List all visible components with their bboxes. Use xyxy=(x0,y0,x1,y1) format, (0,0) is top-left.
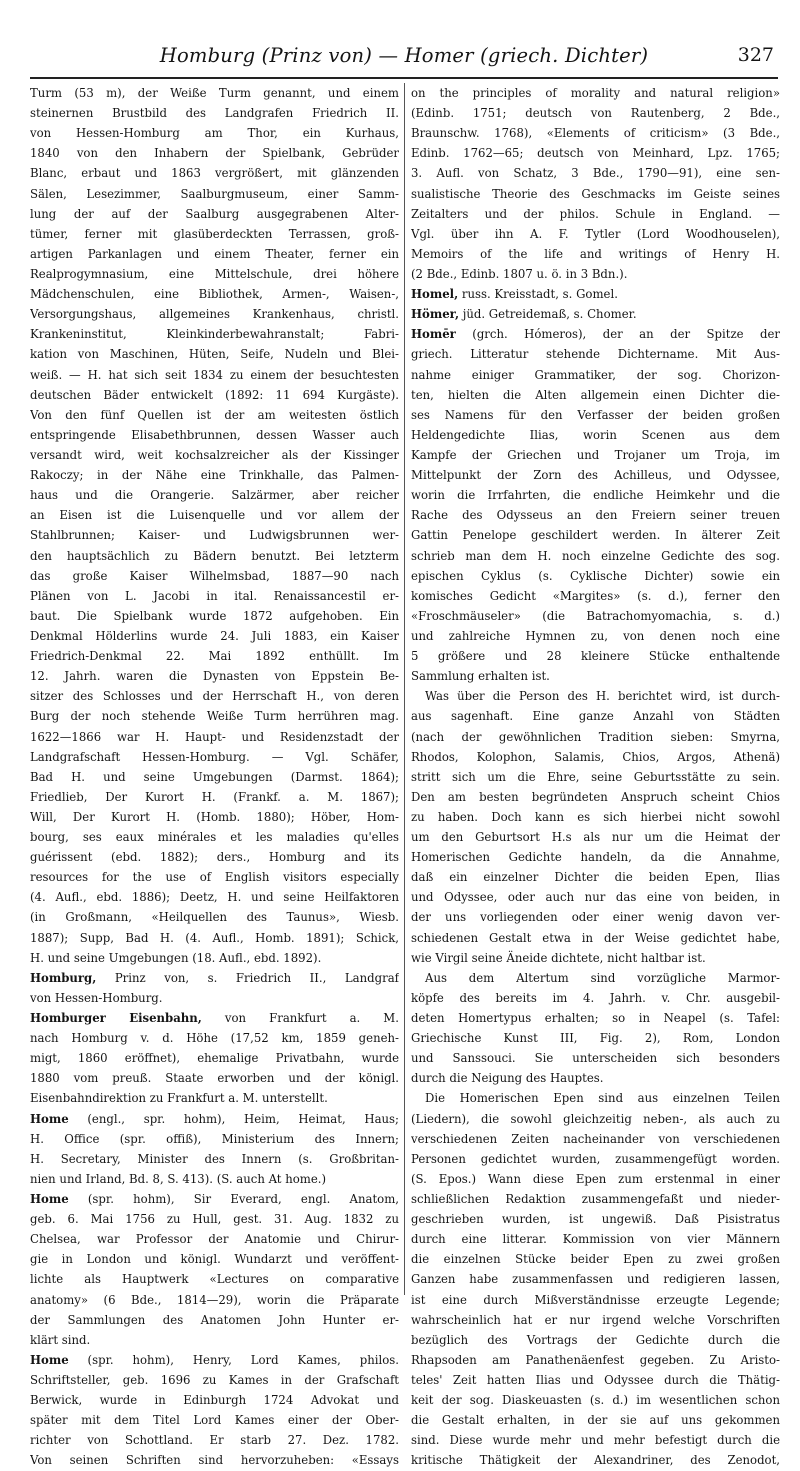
text-line xyxy=(411,264,780,284)
line-text: wie Virgil seine Äneide dichtete, nicht haltbar ist. xyxy=(411,950,706,965)
headword: Hömer, xyxy=(411,307,460,322)
headword: Home xyxy=(30,1111,69,1126)
line-text: gie in London und königl. Wundarzt und veröffent- xyxy=(30,1252,399,1267)
line-text: den hauptsächlich zu Bädern benutzt. Bei letzterm xyxy=(30,548,399,563)
line-text: aus sagenhaft. Eine ganze Anzahl von Städten xyxy=(411,709,780,724)
running-title: Homburg (Prinz von) — Homer (griech. Dichter) xyxy=(159,44,649,67)
line-text: schiedenen Gestalt etwa in der Weise gedichtet habe, xyxy=(411,930,780,945)
line-text: ses Namens für den Verfasser der beiden großen xyxy=(411,407,780,422)
text-line xyxy=(411,988,780,1008)
line-text: schließlichen Redaktion zusammengefaßt und nieder- xyxy=(411,1192,780,1207)
text-line xyxy=(411,1249,780,1269)
text-line xyxy=(411,1008,780,1028)
text-line xyxy=(30,365,399,385)
line-text: Personen gedichtet wurden, zusammengefügt worden. xyxy=(411,1151,780,1166)
text-line xyxy=(30,686,399,706)
line-text: Sammlung erhalten ist. xyxy=(411,669,550,684)
line-text: artigen Parkanlagen und einem Theater, ferner ein xyxy=(30,246,399,261)
text-line xyxy=(30,465,399,485)
line-text: lung der auf der Saalburg ausgegrabenen Alter- xyxy=(30,206,399,221)
text-line xyxy=(411,525,780,545)
text-line xyxy=(30,1209,399,1229)
line-text: bourg, ses eaux minérales et les maladies qu'elles xyxy=(30,830,399,845)
headword: Homburg, xyxy=(30,970,97,985)
text-line xyxy=(411,1450,780,1470)
text-line xyxy=(30,204,399,224)
text-line xyxy=(411,887,780,907)
text-line xyxy=(30,1249,399,1269)
line-text: griech. Litteratur stehende Dichtername. Mit Aus- xyxy=(411,347,780,362)
text-line xyxy=(411,907,780,927)
text-line xyxy=(30,163,399,183)
text-line xyxy=(30,83,399,103)
line-text: Friedrich-Denkmal 22. Mai 1892 enthüllt. Im xyxy=(30,649,399,664)
line-text: Heldengedichte Ilias, worin Scenen aus dem xyxy=(411,427,780,442)
text-line xyxy=(30,1330,399,1350)
line-text: nahme einiger Grammatiker, der sog. Chorizon- xyxy=(411,367,780,382)
line-text: nach Homburg v. d. Höhe (17,52 km, 1859 geneh- xyxy=(30,1031,399,1046)
line-text: (S. Epos.) Wann diese Epen zum erstenmal in einer xyxy=(411,1171,780,1186)
line-text: kritische Thätigkeit der Alexandriner, des Zenodot, xyxy=(411,1453,780,1468)
line-text: 1622—1866 war H. Haupt- und Residenzstadt der xyxy=(30,729,399,744)
column-divider xyxy=(404,83,405,1295)
line-text: sualistische Theorie des Geschmacks im Geiste seines xyxy=(411,186,780,201)
text-line xyxy=(411,1390,780,1410)
text-line xyxy=(30,143,399,163)
line-text: epischen Cyklus (s. Cyklische Dichter) sowie ein xyxy=(411,568,780,583)
line-text: durch eine litterar. Kommission von vier Männern xyxy=(411,1232,780,1247)
line-text: Sälen, Lesezimmer, Saalburgmuseum, einer Samm- xyxy=(30,186,399,201)
text-line xyxy=(411,365,780,385)
page-header xyxy=(30,38,778,78)
line-text: der uns vorliegenden oder einer wenig davon ver- xyxy=(411,910,780,925)
line-text: H. Office (spr. offiß), Ministerium des Innern; xyxy=(30,1131,399,1146)
line-text: Burg der noch stehende Weiße Turm herrühren mag. xyxy=(30,709,399,724)
text-line xyxy=(30,827,399,847)
text-line xyxy=(30,847,399,867)
line-text: ten, hielten die Alten allgemein einen Dichter die- xyxy=(411,387,780,402)
headword: Home xyxy=(30,1352,69,1367)
line-text: H. und seine Umgebungen (18. Aufl., ebd. 1892). xyxy=(30,950,322,965)
line-text: Rache des Odysseus an den Freiern seiner treuen xyxy=(411,508,780,523)
text-line xyxy=(30,566,399,586)
line-text: on the principles of morality and natural religion» xyxy=(411,86,780,100)
text-line xyxy=(30,244,399,264)
text-line xyxy=(411,1068,780,1088)
line-text: wahrscheinlich hat er nur irgend welche Vorschriften xyxy=(411,1312,780,1327)
line-text: weiß. — H. hat sich seit 1834 zu einem der besuchtesten xyxy=(30,367,399,382)
line-text: Will, Der Kurort H. (Homb. 1880); Höber, Hom- xyxy=(30,809,399,824)
text-line xyxy=(411,606,780,626)
line-text: Plänen von L. Jacobi in ital. Renaissancestil er- xyxy=(30,588,399,603)
line-text: 3. Aufl. von Schatz, 3 Bde., 1790—91), eine sen- xyxy=(411,166,780,181)
line-text: von Hessen-Homburg. xyxy=(30,990,163,1005)
left-column xyxy=(30,83,399,1471)
line-text: und Sanssouci. Sie unterscheiden sich besonders xyxy=(411,1051,780,1066)
line-text: jüd. Getreidemaß, s. Chomer. xyxy=(459,307,637,322)
text-line xyxy=(30,1290,399,1310)
text-line xyxy=(30,103,399,123)
text-line xyxy=(411,1350,780,1370)
line-text: durch die Neigung des Hauptes. xyxy=(411,1071,604,1086)
text-line xyxy=(411,1370,780,1390)
line-text: worin die Irrfahrten, die endliche Heimkehr und die xyxy=(411,488,780,503)
text-line xyxy=(411,143,780,163)
line-text: Vgl. über ihn A. F. Tytler (Lord Woodhouselen), xyxy=(411,226,780,241)
line-text: Was über die Person des H. berichtet wird, ist durch- xyxy=(425,689,780,704)
text-line xyxy=(411,1169,780,1189)
text-line xyxy=(30,948,399,968)
text-line xyxy=(30,1229,399,1249)
line-text: (engl., spr. hohm), Heim, Heimat, Haus; xyxy=(68,1111,399,1126)
text-line xyxy=(30,525,399,545)
text-line xyxy=(30,184,399,204)
line-text: Aus dem Altertum sind vorzügliche Marmor- xyxy=(425,970,780,985)
line-text: Landgrafschaft Hessen-Homburg. — Vgl. Schäfer, xyxy=(30,749,399,764)
line-text: deutschen Bäder entwickelt (1892: 11 694 Kurgäste). xyxy=(30,387,399,402)
line-text: Kampfe der Griechen und Trojaner um Troja, im xyxy=(411,447,780,462)
line-text: baut. Die Spielbank wurde 1872 aufgehoben. Ein xyxy=(30,608,399,623)
line-text: von Frankfurt a. M. xyxy=(201,1011,399,1026)
line-text: um den Geburtsort H.s als nur um die Heimat der xyxy=(411,830,780,845)
line-text: (nach der gewöhnlichen Tradition sieben: Smyrna, xyxy=(411,729,780,744)
line-text: geschrieben wurden, ist ungewiß. Daß Pisistratus xyxy=(411,1212,780,1227)
text-line xyxy=(411,1330,780,1350)
text-line xyxy=(30,747,399,767)
line-text: Rakoczy; in der Nähe eine Trinkhalle, das Palmen- xyxy=(30,468,399,483)
text-line xyxy=(411,586,780,606)
text-line xyxy=(411,727,780,747)
text-line xyxy=(30,586,399,606)
line-text: entspringende Elisabethbrunnen, dessen Wasser auch xyxy=(30,427,399,442)
line-text: komisches Gedicht «Margites» (s. d.), ferner den xyxy=(411,588,780,603)
text-line xyxy=(411,928,780,948)
text-line xyxy=(30,425,399,445)
text-line xyxy=(411,747,780,767)
text-line xyxy=(411,566,780,586)
text-line xyxy=(30,1430,399,1450)
text-line xyxy=(411,626,780,646)
headword: Homel, xyxy=(411,287,459,302)
text-line xyxy=(30,324,399,344)
text-line xyxy=(411,405,780,425)
text-line xyxy=(30,1269,399,1289)
line-text: Denkmal Hölderlins wurde 24. Juli 1883, ein Kaiser xyxy=(30,628,399,643)
line-text: H. Secretary, Minister des Innern (s. Großbritan- xyxy=(30,1151,399,1166)
line-text: kation von Maschinen, Hüten, Seife, Nudeln und Blei- xyxy=(30,347,399,362)
text-line xyxy=(411,968,780,988)
text-line xyxy=(411,1129,780,1149)
line-text: sitzer des Schlosses und der Herrschaft H., von deren xyxy=(30,689,399,704)
text-line xyxy=(411,83,780,103)
text-line xyxy=(30,1189,399,1209)
text-line xyxy=(411,807,780,827)
text-line xyxy=(30,405,399,425)
text-line xyxy=(30,1149,399,1169)
text-line xyxy=(411,344,780,364)
text-line xyxy=(30,1068,399,1088)
line-text: Eisenbahndirektion zu Frankfurt a. M. unterstellt. xyxy=(30,1091,328,1106)
text-line xyxy=(30,606,399,626)
text-line xyxy=(30,1088,399,1108)
line-text: tümer, ferner mit glasüberdeckten Terrassen, groß- xyxy=(30,226,399,241)
line-text: Blanc, erbaut und 1863 vergrößert, mit glänzenden xyxy=(30,166,399,181)
text-line xyxy=(411,445,780,465)
text-line xyxy=(30,1390,399,1410)
text-line xyxy=(30,123,399,143)
text-line xyxy=(411,103,780,123)
text-line xyxy=(30,505,399,525)
line-text: die einzelnen Stücke beider Epen zu zwei großen xyxy=(411,1252,780,1267)
text-line xyxy=(30,968,399,988)
text-line xyxy=(411,1229,780,1249)
line-text: 1840 von den Inhabern der Spielbank, Gebrüder xyxy=(30,146,399,161)
line-text: teles' Zeit hatten Ilias und Odyssee durch die Thätig- xyxy=(411,1373,780,1387)
line-text: (Edinb. 1751; deutsch von Rautenberg, 2 Bde., xyxy=(411,106,780,121)
line-text: Mädchenschulen, eine Bibliothek, Armen-, Waisen-, xyxy=(30,287,399,302)
text-line xyxy=(30,1028,399,1048)
line-text: an Eisen ist die Luisenquelle und vor allem der xyxy=(30,508,399,523)
text-line xyxy=(411,163,780,183)
line-text: haus und die Orangerie. Salzärmer, aber reicher xyxy=(30,488,399,503)
line-text: Die Homerischen Epen sind aus einzelnen Teilen xyxy=(425,1091,780,1106)
line-text: Edinb. 1762—65; deutsch von Meinhard, Lpz. 1765; xyxy=(411,146,780,161)
text-line xyxy=(411,304,780,324)
header-rule xyxy=(30,77,778,79)
line-text: (2 Bde., Edinb. 1807 u. ö. in 3 Bdn.). xyxy=(411,266,628,281)
text-line xyxy=(30,385,399,405)
text-line xyxy=(411,284,780,304)
line-text: die Gestalt erhalten, in der sie auf uns gekommen xyxy=(411,1413,780,1428)
line-text: Chelsea, war Professor der Anatomie und Chirur- xyxy=(30,1232,399,1247)
text-line xyxy=(411,1109,780,1129)
text-line xyxy=(30,344,399,364)
line-text: guérissent (ebd. 1882); ders., Homburg and its xyxy=(30,850,399,865)
headword: Home xyxy=(30,1192,69,1207)
text-line xyxy=(411,827,780,847)
text-line xyxy=(411,686,780,706)
text-line xyxy=(30,706,399,726)
line-text: zu haben. Doch kann es sich hierbei nicht sowohl xyxy=(411,809,780,824)
text-line xyxy=(411,1048,780,1068)
line-text: köpfe des bereits im 4. Jahrh. v. Chr. ausgebil- xyxy=(411,990,780,1005)
text-line xyxy=(30,646,399,666)
line-text: sind. Diese wurde mehr und mehr befestigt durch die xyxy=(411,1433,780,1448)
text-line xyxy=(411,1149,780,1169)
line-text: der Sammlungen des Anatomen John Hunter er- xyxy=(30,1312,399,1327)
text-line xyxy=(30,907,399,927)
line-text: (spr. hohm), Sir Everard, engl. Anatom, xyxy=(68,1192,399,1207)
text-line xyxy=(411,1410,780,1430)
line-text: keit der sog. Diaskeuasten (s. d.) im wesentlichen schon xyxy=(411,1393,780,1408)
text-line xyxy=(30,1350,399,1370)
line-text: Griechische Kunst III, Fig. 2), Rom, London xyxy=(411,1031,780,1046)
text-line xyxy=(411,546,780,566)
text-line xyxy=(411,1209,780,1229)
line-text: (grch. Hómeros), der an der Spitze der xyxy=(455,327,780,342)
headword: Homburger Eisenbahn, xyxy=(30,1011,202,1026)
line-text: nien und Irland, Bd. 8, S. 413). (S. auch At home.) xyxy=(30,1171,327,1186)
text-line xyxy=(411,867,780,887)
text-line xyxy=(30,626,399,646)
text-line xyxy=(30,1129,399,1149)
text-line xyxy=(411,1269,780,1289)
text-line xyxy=(30,1048,399,1068)
text-line xyxy=(411,1028,780,1048)
text-line xyxy=(411,666,780,686)
text-line xyxy=(411,646,780,666)
line-text: deten Homertypus erhalten; so in Neapel (s. Tafel: xyxy=(411,1011,780,1026)
line-text: bezüglich des Vortrags der Gedichte durch die xyxy=(411,1332,780,1347)
line-text: steinernen Brustbild des Landgrafen Friedrich II. xyxy=(30,106,399,121)
text-line xyxy=(30,767,399,787)
line-text: «Froschmäuseler» (die Batrachomyomachia, s. d.) xyxy=(411,608,780,623)
text-line xyxy=(411,204,780,224)
line-text: und zahlreiche Hymnen zu, von denen noch eine xyxy=(411,628,780,643)
line-text: verschiedenen Zeiten nacheinander von verschiedenen xyxy=(411,1131,780,1146)
line-text: Prinz von, s. Friedrich II., Landgraf xyxy=(96,970,399,985)
text-line xyxy=(30,224,399,244)
text-line xyxy=(411,485,780,505)
text-line xyxy=(30,264,399,284)
line-text: Den am besten begründeten Anspruch scheint Chios xyxy=(411,789,780,804)
line-text: Von seinen Schriften sind hervorzuheben: «Essays xyxy=(30,1453,399,1468)
text-line xyxy=(30,546,399,566)
text-line xyxy=(30,1310,399,1330)
text-line xyxy=(30,1370,399,1390)
line-text: Zeitalters und der philos. Schule in England. — xyxy=(411,206,780,221)
line-text: Turm (53 m), der Weiße Turm genannt, und einem xyxy=(30,86,399,100)
text-line xyxy=(411,847,780,867)
text-line xyxy=(411,1430,780,1450)
line-text: Von den fünf Quellen ist der am weitesten östlich xyxy=(30,407,399,422)
line-text: (in Großmann, «Heilquellen des Taunus», Wiesb. xyxy=(30,910,399,925)
text-line xyxy=(30,284,399,304)
text-line xyxy=(30,485,399,505)
text-line xyxy=(411,123,780,143)
line-text: stritt sich um die Ehre, seine Geburtsstätte zu sein. xyxy=(411,769,780,784)
line-text: 1880 vom preuß. Staate erworben und der königl. xyxy=(30,1071,399,1086)
line-text: migt, 1860 eröffnet), ehemalige Privatbahn, wurde xyxy=(30,1051,399,1066)
text-line xyxy=(30,867,399,887)
text-line xyxy=(411,948,780,968)
text-line xyxy=(411,1088,780,1108)
text-line xyxy=(30,787,399,807)
text-line xyxy=(411,224,780,244)
text-line xyxy=(30,727,399,747)
text-line xyxy=(30,887,399,907)
text-line xyxy=(30,807,399,827)
line-text: Versorgungshaus, allgemeines Krankenhaus, christl. xyxy=(30,307,399,322)
line-text: (4. Aufl., ebd. 1886); Deetz, H. und seine Heilfaktoren xyxy=(30,890,399,905)
line-text: das große Kaiser Wilhelmsbad, 1887—90 nach xyxy=(30,568,399,583)
line-text: Rhapsoden am Panathenäenfest gegeben. Zu Aristo- xyxy=(411,1352,780,1367)
text-line xyxy=(30,1450,399,1470)
text-line xyxy=(411,244,780,264)
right-column xyxy=(411,83,780,1471)
text-line xyxy=(411,184,780,204)
text-line xyxy=(30,445,399,465)
text-line xyxy=(411,1290,780,1310)
line-text: daß ein einzelner Dichter die beiden Epen, Ilias xyxy=(411,870,780,885)
line-text: geb. 6. Mai 1756 zu Hull, gest. 31. Aug. 1832 zu xyxy=(30,1212,399,1227)
text-line xyxy=(411,706,780,726)
text-line xyxy=(30,304,399,324)
line-text: Rhodos, Kolophon, Salamis, Chios, Argos, Athenä) xyxy=(411,749,780,764)
line-text: Stahlbrunnen; Kaiser- und Ludwigsbrunnen wer- xyxy=(30,528,399,543)
line-text: Braunschw. 1768), «Elements of criticism» (3 Bde., xyxy=(411,126,780,141)
line-text: Friedlieb, Der Kurort H. (Frankf. a. M. 1867); xyxy=(30,789,399,804)
line-text: ist eine durch Mißverständnisse erzeugte Legende; xyxy=(411,1292,780,1307)
line-text: 5 größere und 28 kleinere Stücke enthaltende xyxy=(411,649,780,664)
line-text: 1887); Supp, Bad H. (4. Aufl., Homb. 1891); Schick, xyxy=(30,930,399,945)
line-text: Krankeninstitut, Kleinkinderbewahranstalt; Fabri- xyxy=(30,327,399,342)
line-text: klärt sind. xyxy=(30,1332,91,1347)
text-line xyxy=(411,1310,780,1330)
line-text: (Liedern), die sowohl gleichzeitig neben-, als auch zu xyxy=(411,1111,780,1126)
text-line xyxy=(30,1109,399,1129)
line-text: schrieb man dem H. noch einzelne Gedichte des sog. xyxy=(411,548,780,563)
text-line xyxy=(30,988,399,1008)
line-text: später mit dem Titel Lord Kames einer der Ober- xyxy=(30,1413,399,1428)
line-text: Gattin Penelope geschildert werden. In älterer Zeit xyxy=(411,528,780,543)
text-line xyxy=(411,1189,780,1209)
text-line xyxy=(411,385,780,405)
line-text: Ganzen habe zusammenfassen und redigieren lassen, xyxy=(411,1272,780,1287)
line-text: Schriftsteller, geb. 1696 zu Kames in der Grafschaft xyxy=(30,1373,399,1387)
line-text: Mittelpunkt der Zorn des Achilleus, und Odyssee, xyxy=(411,468,780,483)
line-text: russ. Kreisstadt, s. Gomel. xyxy=(458,287,618,302)
text-line xyxy=(411,505,780,525)
line-text: richter von Schottland. Er starb 27. Dez. 1782. xyxy=(30,1433,399,1448)
text-line xyxy=(30,1410,399,1430)
text-line xyxy=(411,767,780,787)
text-line xyxy=(411,465,780,485)
page-number: 327 xyxy=(737,44,774,66)
text-line xyxy=(30,928,399,948)
line-text: versandt wird, weit kochsalzreicher als der Kissinger xyxy=(30,447,399,462)
headword: Homēr xyxy=(411,327,456,342)
text-line xyxy=(30,1169,399,1189)
text-line xyxy=(411,787,780,807)
line-text: (spr. hohm), Henry, Lord Kames, philos. xyxy=(68,1352,399,1367)
line-text: anatomy» (6 Bde., 1814—29), worin die Präparate xyxy=(30,1292,399,1307)
line-text: Memoirs of the life and writings of Henry H. xyxy=(411,246,780,261)
line-text: Bad H. und seine Umgebungen (Darmst. 1864); xyxy=(30,769,399,784)
line-text: lichte als Hauptwerk «Lectures on comparative xyxy=(30,1272,399,1287)
line-text: Homerischen Gedichte handeln, da die Annahme, xyxy=(411,850,780,865)
text-line xyxy=(30,1008,399,1028)
line-text: und Odyssee, oder auch nur das eine von beiden, in xyxy=(411,890,780,905)
line-text: resources for the use of English visitors especially xyxy=(30,870,399,885)
line-text: Berwick, wurde in Edinburgh 1724 Advokat und xyxy=(30,1393,399,1408)
text-line xyxy=(30,666,399,686)
line-text: von Hessen-Homburg am Thor, ein Kurhaus, xyxy=(30,126,399,141)
text-line xyxy=(411,324,780,344)
line-text: 12. Jahrh. waren die Dynasten von Eppstein Be- xyxy=(30,669,399,684)
text-line xyxy=(411,425,780,445)
line-text: Realprogymnasium, eine Mittelschule, drei höhere xyxy=(30,266,399,281)
